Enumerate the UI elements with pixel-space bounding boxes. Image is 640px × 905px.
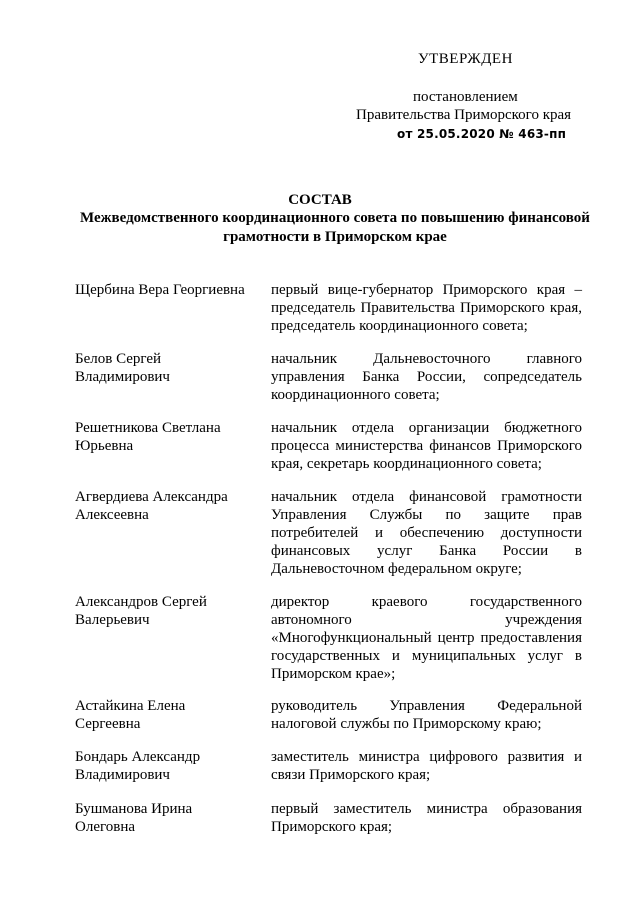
member-role: первый вице-губернатор Приморского края – председатель Правительства Приморского края, председатель координационного совета;: [271, 282, 582, 334]
document-title: СОСТАВ: [288, 192, 352, 208]
decree-date: от 25.05.2020 № 463-пп: [397, 127, 567, 141]
decree-line-1: постановлением: [413, 89, 518, 105]
member-name: Решетникова Светлана Юрьевна: [75, 420, 221, 454]
member-role: заместитель министра цифрового развития и связи Приморского края;: [271, 749, 582, 783]
member-name: Александров Сергей Валерьевич: [75, 594, 207, 628]
member-name: Астайкина Елена Сергеевна: [75, 698, 186, 732]
approved-label: УТВЕРЖДЕН: [418, 51, 513, 67]
member-role: начальник Дальневосточного главного управления Банка России, сопредседатель координационного совета;: [271, 351, 582, 403]
member-role: начальник отдела организации бюджетного процесса министерства финансов Приморского края, секретарь координационного совета;: [271, 420, 582, 472]
member-name: Белов Сергей Владимирович: [75, 351, 170, 385]
decree-line-2: Правительства Приморского края: [356, 107, 572, 123]
document-subtitle: Межведомственного координационного совета по повышению финансовой грамотности в Приморском крае: [80, 210, 590, 245]
member-role: начальник отдела финансовой грамотности Управления Службы по защите прав потребителей и обеспечению доступности финансовых услуг Банка России в Дальневосточном федеральном округе;: [271, 489, 582, 577]
member-role: руководитель Управления Федеральной налоговой службы по Приморскому краю;: [271, 698, 582, 732]
member-name: Агвердиева Александра Алексеевна: [75, 489, 228, 523]
member-name: Бондарь Александр Владимирович: [75, 749, 201, 783]
member-name: Щербина Вера Георгиевна: [75, 282, 245, 298]
member-name: Бушманова Ирина Олеговна: [75, 801, 193, 835]
member-role: первый заместитель министра образования Приморского края;: [271, 801, 582, 835]
member-role: директор краевого государственного автономного учреждения «Многофункциональный центр предоставления государственных и муниципальных услуг в Приморском крае»;: [271, 594, 582, 682]
